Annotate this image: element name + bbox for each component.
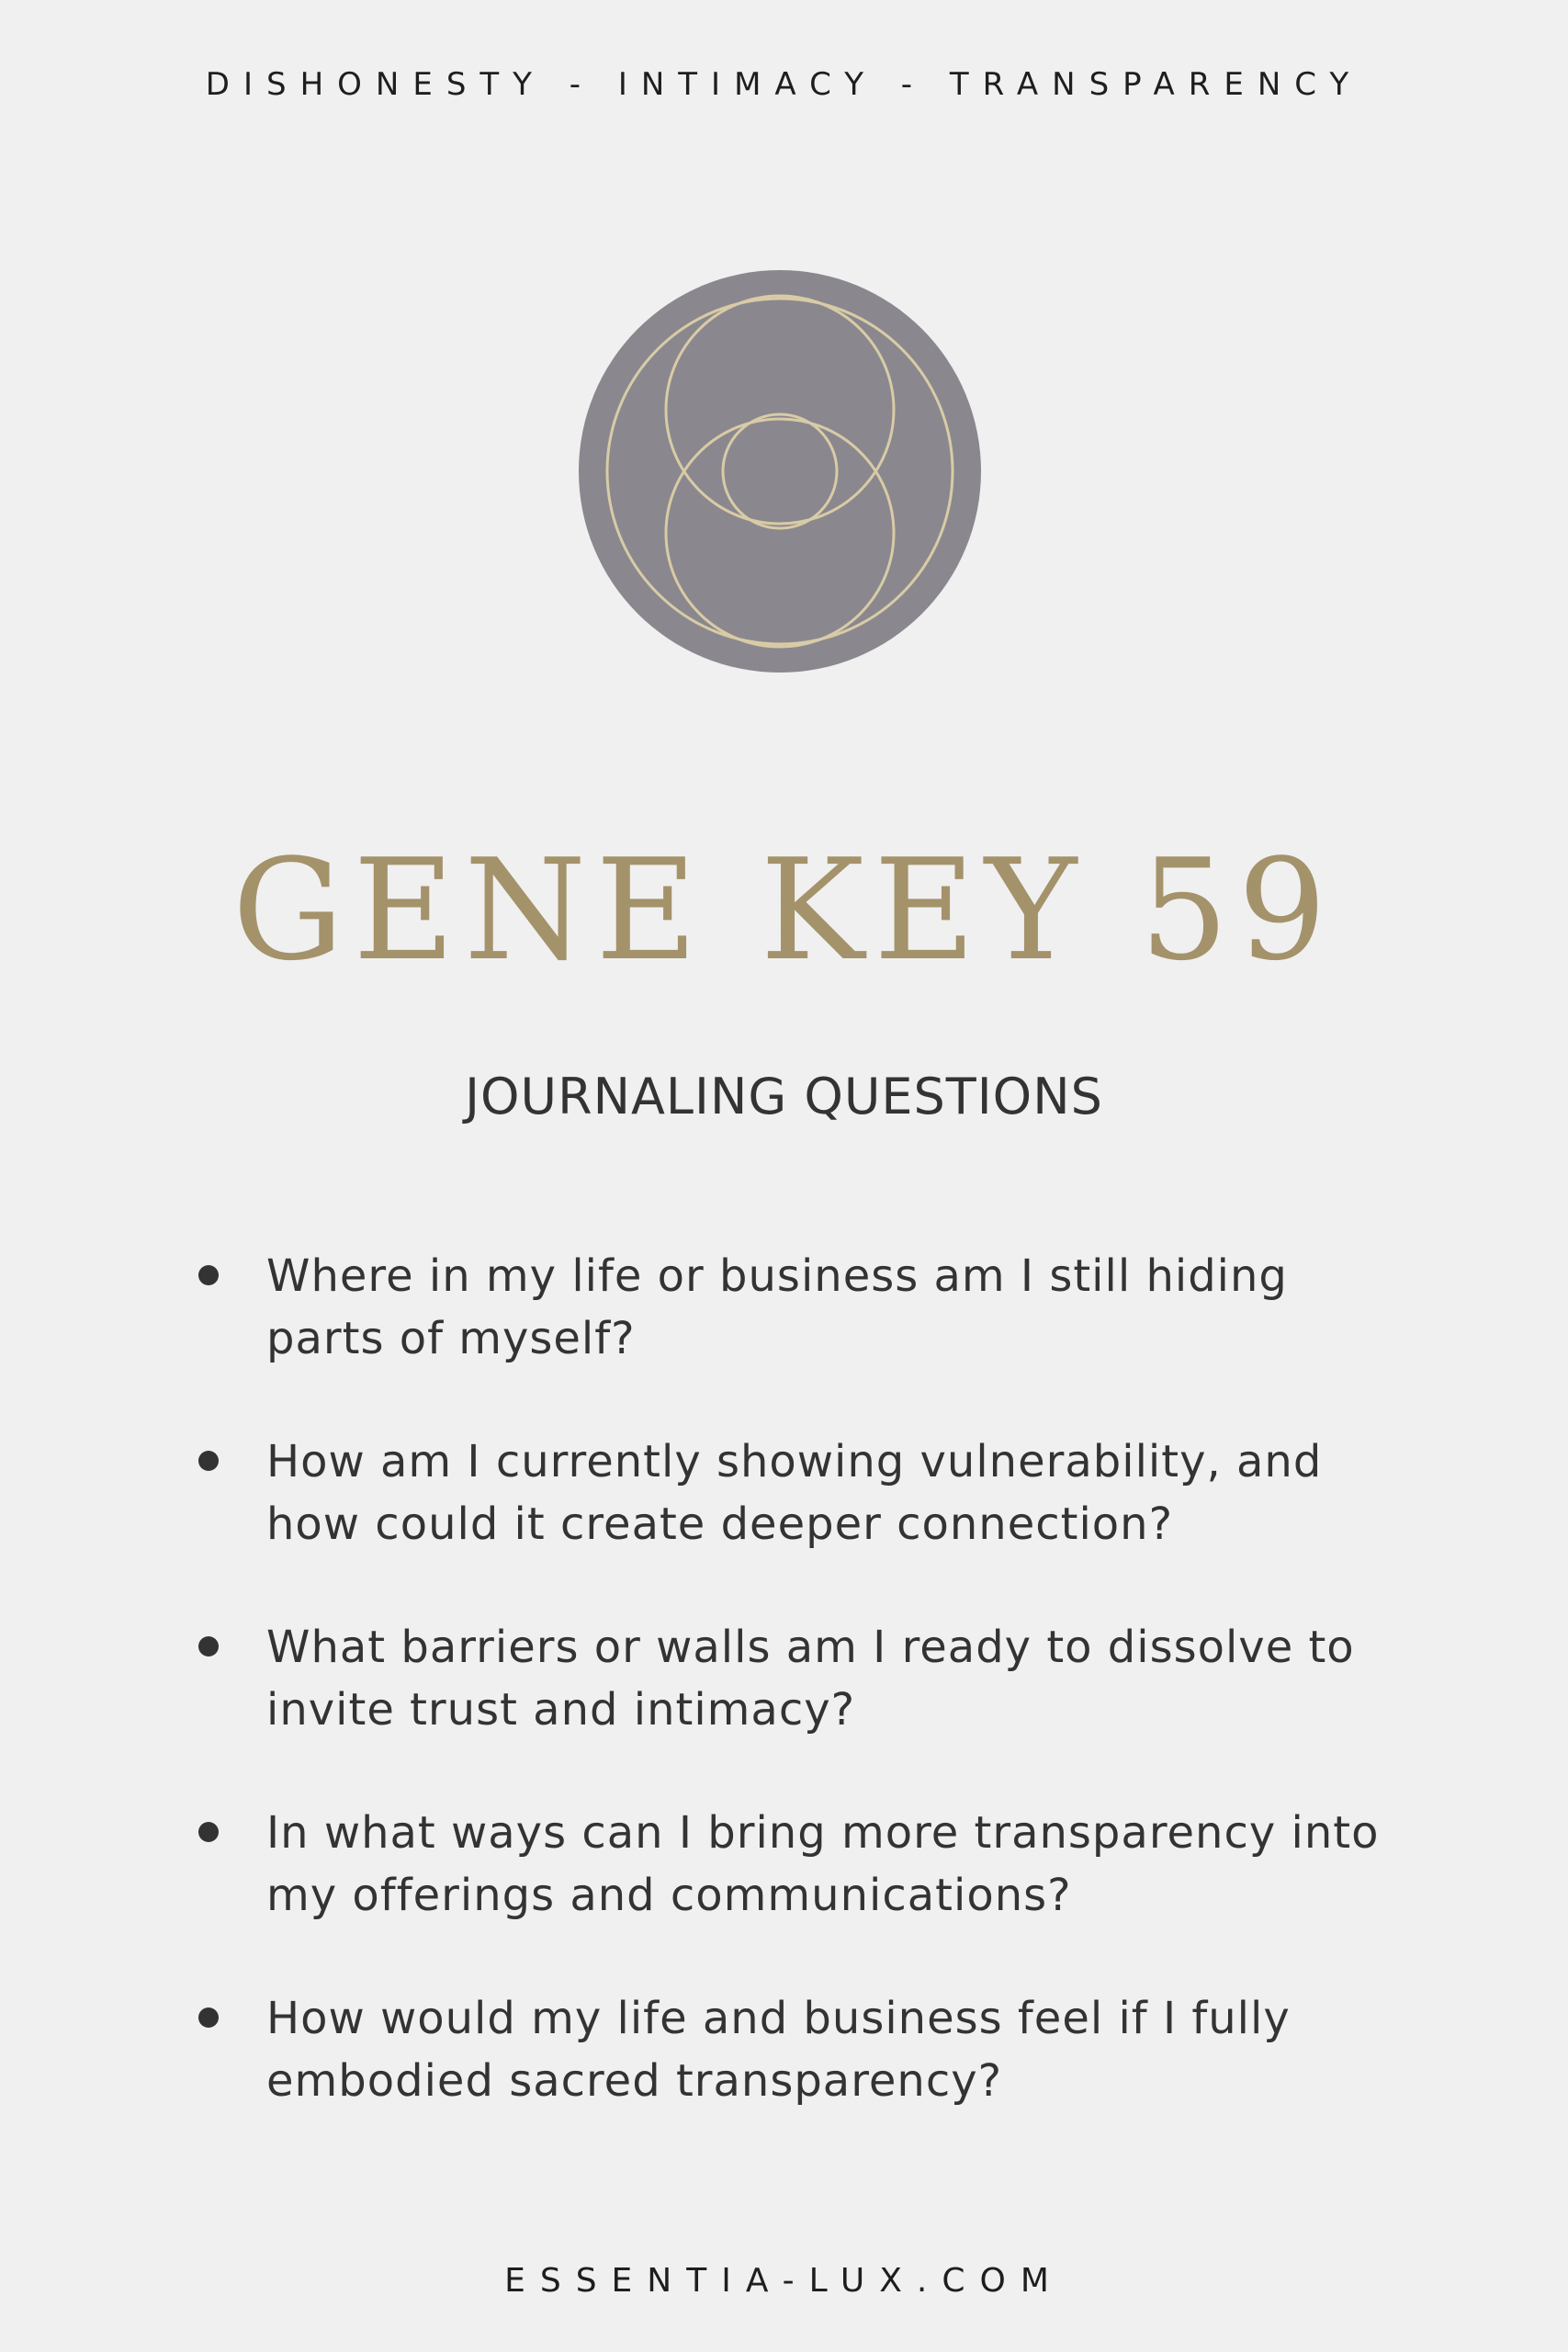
bullet-icon	[198, 1451, 219, 1471]
list-item	[193, 1245, 1415, 1370]
journaling-question-list	[193, 1245, 1415, 2173]
page-subtitle: JOURNALING QUESTIONS	[465, 1068, 1103, 1125]
bullet-icon	[198, 2007, 219, 2028]
question-text: In what ways can I bring more transparency into my offerings and communications?	[266, 1807, 1380, 1921]
footer-website: ESSENTIA-LUX.COM	[504, 2262, 1064, 2300]
gene-key-logo-icon	[579, 270, 981, 673]
page-title: GENE KEY 59	[231, 829, 1337, 991]
list-item	[193, 1430, 1415, 1555]
list-item	[193, 1616, 1415, 1741]
list-item	[193, 1987, 1415, 2112]
question-text: What barriers or walls am I ready to dissolve to invite trust and intimacy?	[266, 1622, 1355, 1736]
bullet-icon	[198, 1636, 219, 1657]
logo-disc	[579, 270, 981, 673]
list-item	[193, 1802, 1415, 1927]
top-tagline: DISHONESTY - INTIMACY - TRANSPARENCY	[205, 66, 1363, 103]
bullet-icon	[198, 1265, 219, 1285]
bullet-icon	[198, 1822, 219, 1842]
question-text: How am I currently showing vulnerability, and how could it create deeper connection?	[266, 1436, 1323, 1550]
question-text: How would my life and business feel if I fully embodied sacred transparency?	[266, 1993, 1291, 2107]
question-text: Where in my life or business am I still hiding parts of myself?	[266, 1250, 1288, 1364]
